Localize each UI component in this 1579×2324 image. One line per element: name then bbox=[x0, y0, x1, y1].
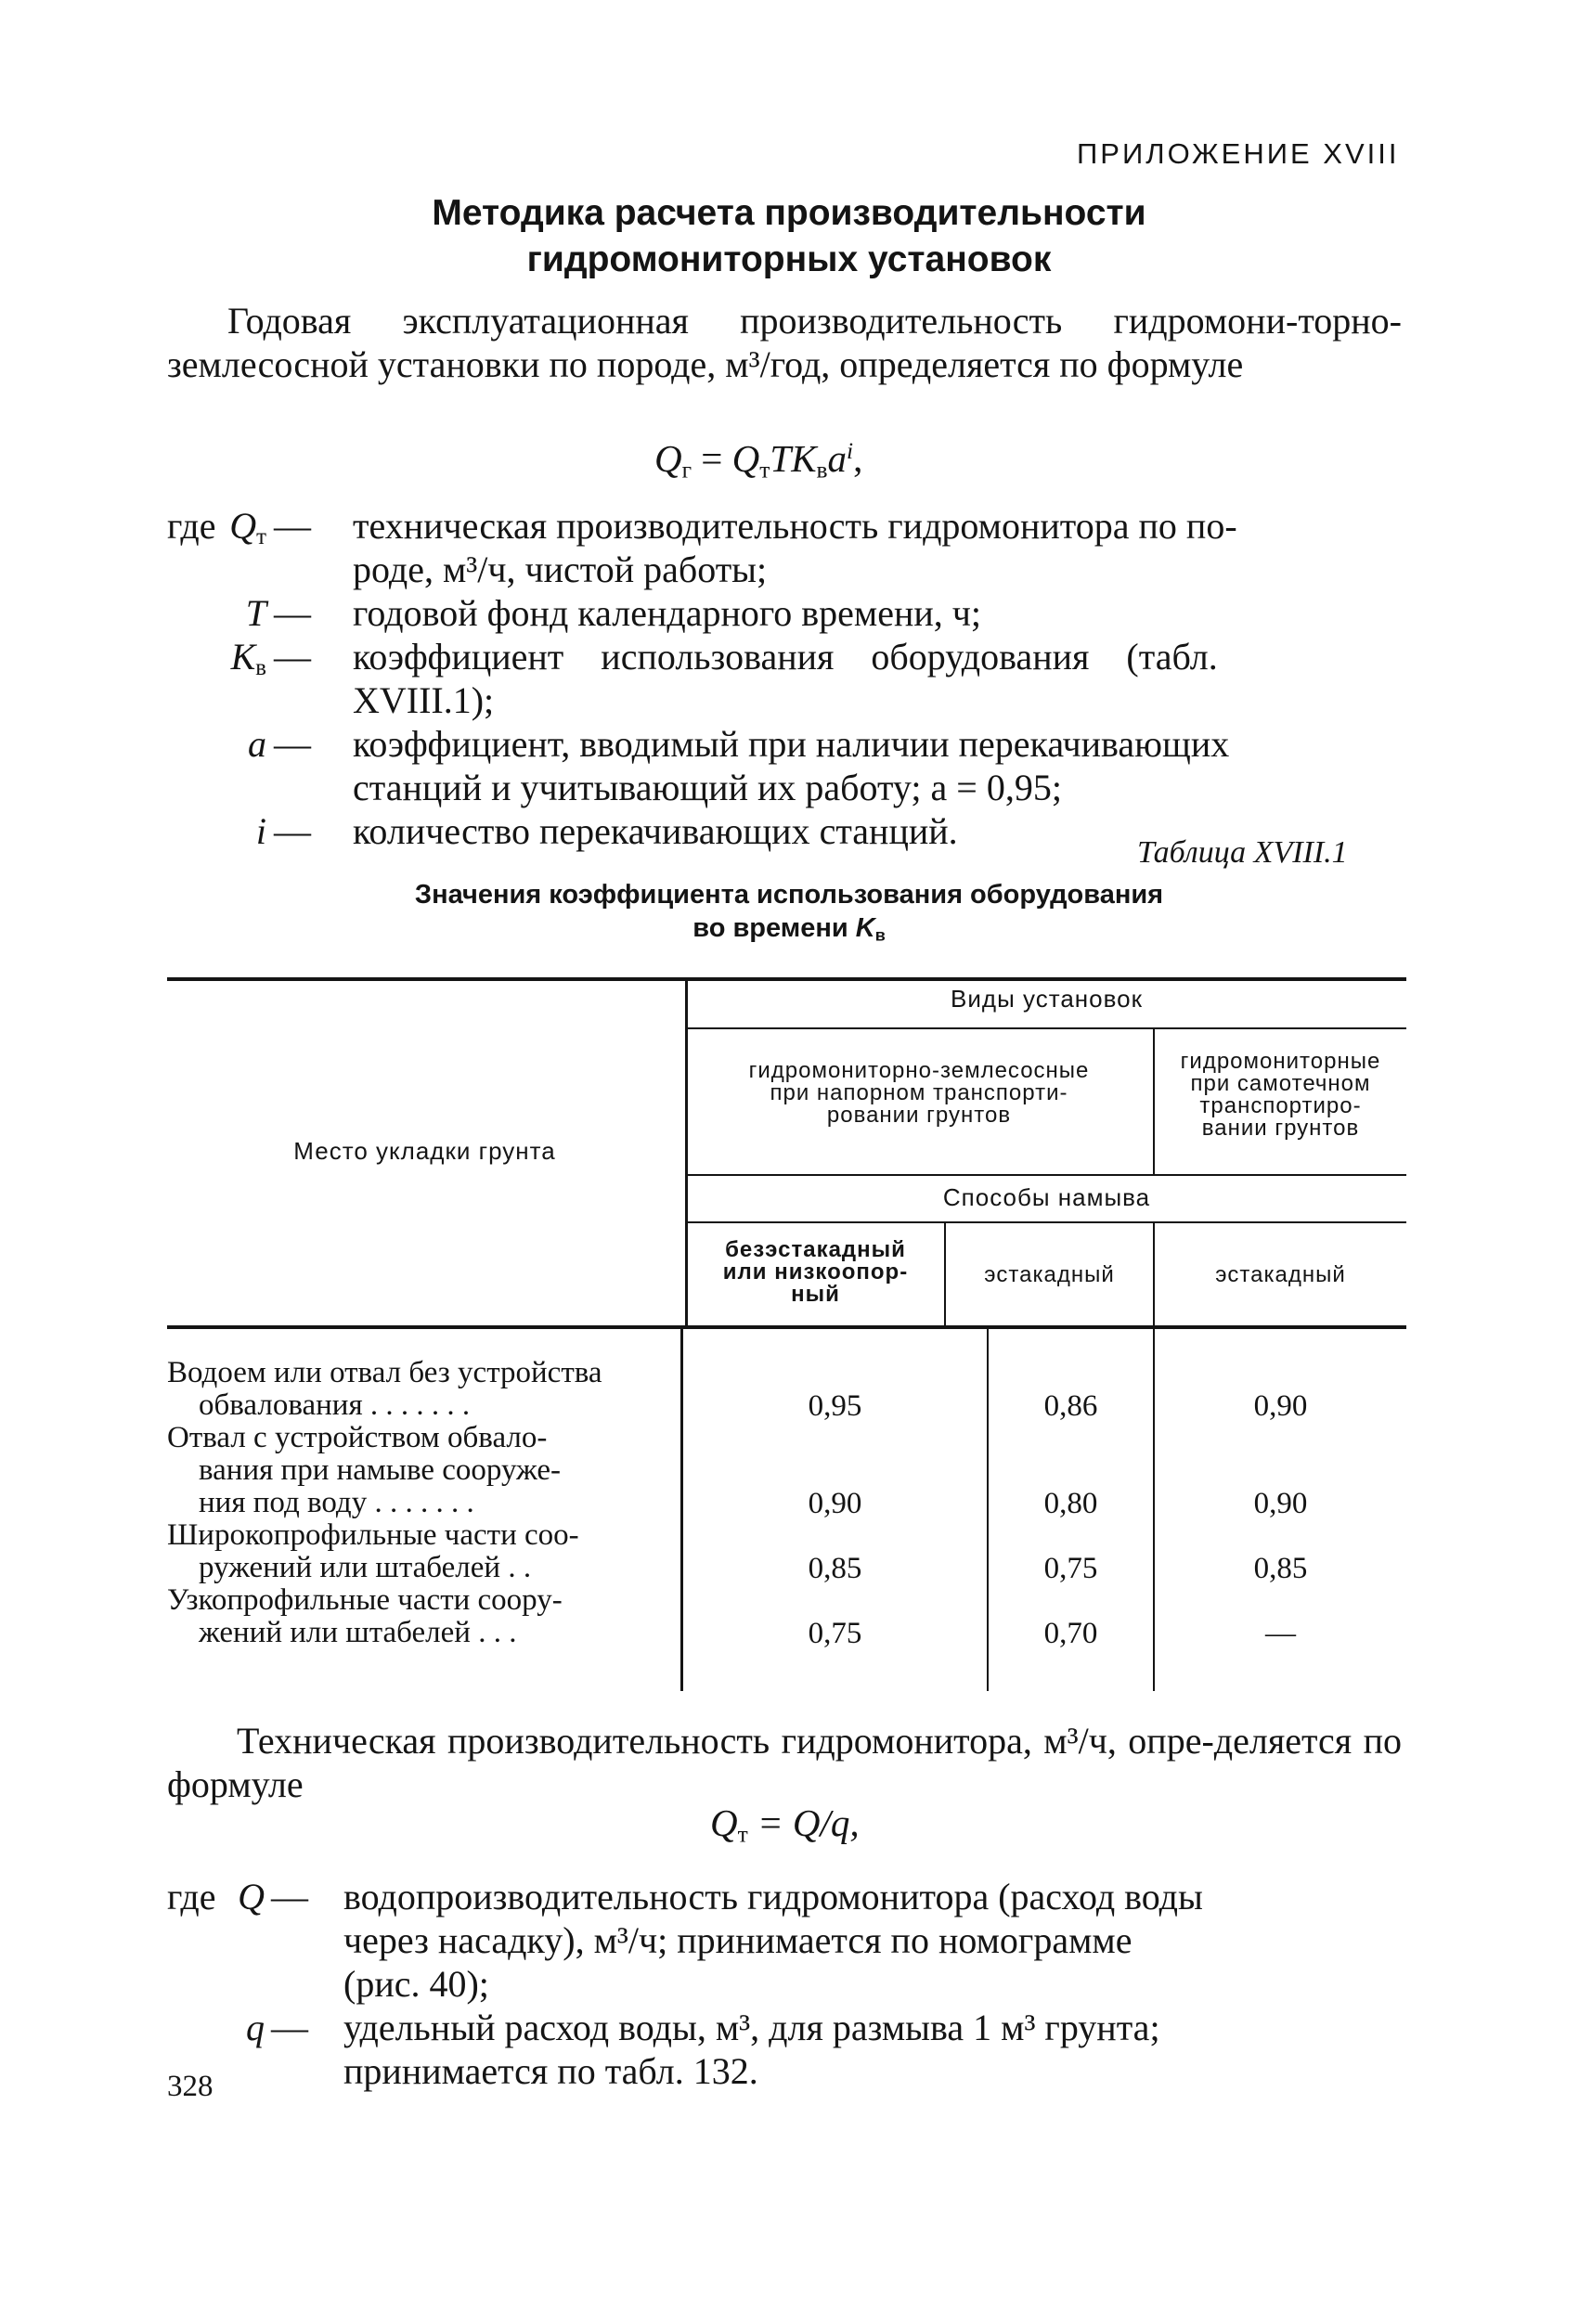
def-text: количество перекачивающих станций. bbox=[353, 810, 958, 852]
title-line-2: гидромониторных установок bbox=[526, 239, 1052, 279]
table-rule bbox=[687, 1027, 1406, 1029]
where-label: где bbox=[167, 1876, 216, 1917]
table-row-label: Водоем или отвал без устройства обвалования . . . . . . . bbox=[167, 1356, 602, 1422]
def-text: (рис. 40); bbox=[343, 1963, 489, 2005]
table-caption: Таблица XVIII.1 bbox=[1137, 835, 1348, 870]
def-dash: — bbox=[274, 505, 311, 547]
def-dash: — bbox=[271, 2007, 308, 2048]
table-title-line-2: во времени $K_в$ bbox=[692, 913, 886, 945]
def-text: удельный расход воды, м³, для размыва 1 м³ грунта; bbox=[343, 2007, 1160, 2048]
table-cell: 0,75 bbox=[808, 1617, 862, 1650]
intro-paragraph: Годовая эксплуатационная производительность гидромони-торно-землесосной установки по породе, м³/год, определяется по формуле bbox=[167, 300, 1402, 385]
formula-annual-output: $Q_г = Q_тTK_вa^i$, bbox=[654, 437, 863, 484]
table-row-label: Отвал с устройством обвало- вания при намыве сооруже- ния под воду . . . . . . . bbox=[167, 1421, 562, 1519]
table-rule bbox=[687, 1174, 1406, 1176]
def-text: станций и учитывающий их работу; a = 0,95; bbox=[353, 767, 1062, 808]
paragraph-technical-output: Техническая производительность гидромонитора, м³/ч, опре-деляется по формуле bbox=[167, 1720, 1402, 1805]
col-3-header: эстакадный bbox=[1215, 1262, 1346, 1287]
table-cell: 0,90 bbox=[808, 1487, 862, 1520]
table-row-label: Широкопрофильные части соо- ружений или штабелей . . bbox=[167, 1518, 579, 1584]
table-cell: 0,86 bbox=[1043, 1389, 1098, 1423]
table-title bbox=[278, 878, 1300, 945]
table-header-rule bbox=[167, 1325, 1406, 1329]
stub-header: Место укладки грунта bbox=[293, 1137, 556, 1165]
def-dash: — bbox=[274, 723, 311, 765]
def-symbol: T bbox=[245, 592, 266, 634]
def-symbol: $Q_т$ bbox=[229, 505, 266, 550]
def-dash: — bbox=[271, 1876, 308, 1917]
col-group-2-header: гидромониторные при самотечном транспортиро- вании грунтов bbox=[1180, 1049, 1381, 1141]
definitions-list-1 bbox=[167, 504, 1411, 852]
def-symbol: i bbox=[255, 810, 266, 852]
col-group-1-header: гидромониторно-землесосные при напорном транспорти- ровании грунтов bbox=[748, 1058, 1090, 1128]
def-text: коэффициент, вводимый при наличии перекачивающих bbox=[353, 723, 1230, 765]
table-cell: 0,70 bbox=[1043, 1617, 1098, 1650]
formula-technical-output: $Q_т = Q/q$, bbox=[710, 1801, 860, 1848]
def-dash: — bbox=[274, 636, 311, 678]
page-title bbox=[353, 190, 1225, 283]
table-cell: 0,85 bbox=[1253, 1552, 1308, 1585]
col-1-header: безэстакадный или низкоопор- ный bbox=[722, 1237, 909, 1307]
table-cell: 0,80 bbox=[1043, 1487, 1098, 1520]
method-header: Способы намыва bbox=[942, 1183, 1151, 1211]
def-text: коэффициент использования оборудования (табл. bbox=[353, 636, 1218, 678]
table-cell: 0,95 bbox=[808, 1389, 862, 1423]
def-text: техническая производительность гидромонитора по по- bbox=[353, 505, 1237, 547]
table-rule bbox=[687, 1221, 1406, 1223]
page-number: 328 bbox=[167, 2070, 214, 2103]
table-title-line-1: Значения коэффициента использования оборудования bbox=[414, 880, 1164, 910]
def-text: водопроизводительность гидромонитора (расход воды bbox=[343, 1876, 1203, 1917]
table-cell: 0,90 bbox=[1253, 1487, 1308, 1520]
table-cell: 0,90 bbox=[1253, 1389, 1308, 1423]
def-symbol: $K_в$ bbox=[230, 636, 266, 681]
def-text: через насадку), м³/ч; принимается по номограмме bbox=[343, 1919, 1132, 1961]
col-2-header: эстакадный bbox=[984, 1262, 1115, 1287]
table-cell: 0,75 bbox=[1043, 1552, 1098, 1585]
group-header: Виды установок bbox=[951, 985, 1143, 1013]
appendix-label: ПРИЛОЖЕНИЕ XVIII bbox=[1077, 137, 1400, 170]
table-top-rule bbox=[167, 977, 1406, 981]
def-symbol: a bbox=[248, 723, 266, 765]
def-symbol: q bbox=[246, 2007, 265, 2048]
table-cell: 0,85 bbox=[808, 1552, 862, 1585]
def-text: годовой фонд календарного времени, ч; bbox=[353, 592, 982, 634]
def-text: XVIII.1); bbox=[353, 679, 495, 721]
def-text: роде, м³/ч, чистой работы; bbox=[353, 549, 768, 590]
def-symbol: Q bbox=[238, 1876, 265, 1917]
title-line-1: Методика расчета производительности bbox=[432, 193, 1146, 233]
def-text: принимается по табл. 132. bbox=[343, 2050, 758, 2092]
table-row-label: Узкопрофильные части соору- жений или штабелей . . . bbox=[167, 1583, 563, 1649]
def-dash: — bbox=[274, 592, 311, 634]
def-dash: — bbox=[274, 810, 311, 852]
where-label: где bbox=[167, 505, 216, 547]
table-cell: — bbox=[1265, 1617, 1296, 1650]
